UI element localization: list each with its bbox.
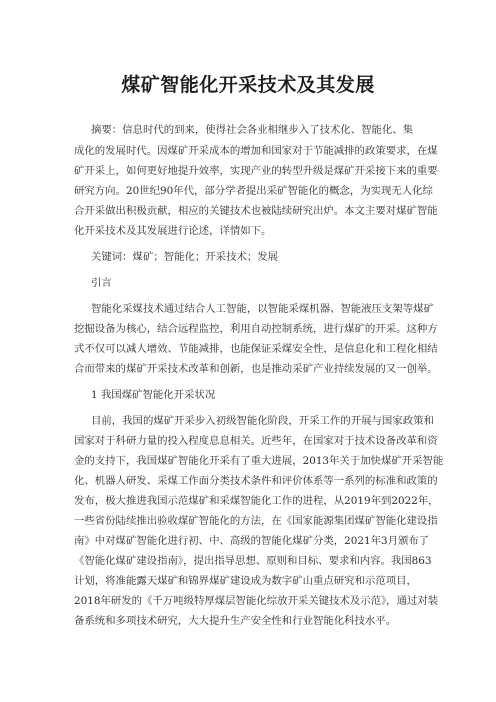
section1-line: 发布，极大推进我国示范煤矿和采煤智能化工作的进程，从2019年到2022年， <box>74 495 439 507</box>
intro-line: 智能化采煤技术通过结合人工智能，以智能采煤机器、智能液压支架等煤矿 <box>91 303 434 315</box>
section1-line: 一些省份陆续推出验收煤矿智能化的方法，在《国家能源集团煤矿智能化建设指 <box>74 515 438 527</box>
abstract-line: 摘要：信息时代的到来，使得社会各业相继步入了技术化、智能化、集 <box>91 124 414 136</box>
abstract-line: 合开采做出积极贡献，相应的关键技术也被陆续研究出炉。本文主要对煤矿智能 <box>74 205 438 217</box>
section1-line: 化、机器人研发、采煤工作面分类技术条件和评价体系等一系列的标准和政策的 <box>74 475 438 487</box>
intro-line: 合而带来的煤矿开采技术改革和创新，也是推动采矿产业持续发展的又一创举。 <box>74 363 438 375</box>
section1-line: 备系统和多项技术研究，大大提升生产安全性和行业智能化科技水平。 <box>74 615 397 627</box>
abstract-line: 研究方向。20世纪90年代，部分学者提出采矿智能化的概念，为实现无人化综 <box>74 185 433 197</box>
intro-line: 式不仅可以减人增效、节能减排，也能保证采煤安全性，是信息化和工程化相结 <box>74 343 438 355</box>
abstract-line: 成化的发展时代。因煤矿开采成本的增加和国家对于节能减排的政策要求，在煤 <box>74 145 438 157</box>
section-heading: 引言 <box>91 277 112 289</box>
abstract-line: 矿开采上，如何更好地提升效率，实现产业的转型升级是煤矿开采接下来的重要 <box>74 165 438 177</box>
keywords: 关键词：煤矿；智能化；开采技术；发展 <box>91 251 279 263</box>
section1-line: 目前，我国的煤矿开采步入初级智能化阶段，开采工作的开展与国家政策和 <box>91 415 434 427</box>
section-heading: 1 我国煤矿智能化开采状况 <box>91 389 216 401</box>
section1-line: 金的支持下，我国煤矿智能化开采有了重大进展，2013年关于加快煤矿开采智能 <box>74 455 444 467</box>
page-title: 煤矿智能化开采技术及其发展 <box>121 74 375 96</box>
abstract-line: 化开采技术及其发展进行论述，详情如下。 <box>74 225 272 237</box>
section1-line: 《智能化煤矿建设指南》，提出指导思想、原则和目标、要求和内容。我国863 <box>74 555 432 567</box>
section1-line: 南》中对煤矿智能化进行初、中、高级的智能化煤矿分类，2021年3月颁布了 <box>74 535 430 547</box>
section1-line: 计划，将准能露天煤矿和锦界煤矿建设成为数字矿山重点研究和示范项目， <box>74 575 417 587</box>
section1-line: 2018年研发的《千万吨级特厚煤层智能化综放开采关键技术及示范》，通过对装 <box>74 595 439 607</box>
intro-line: 挖掘设备为核心，结合远程监控，利用自动控制系统，进行煤矿的开采。这种方 <box>74 323 438 335</box>
section1-line: 国家对于科研力量的投入程度息息相关。近些年，在国家对于技术设备改革和资 <box>74 435 438 447</box>
